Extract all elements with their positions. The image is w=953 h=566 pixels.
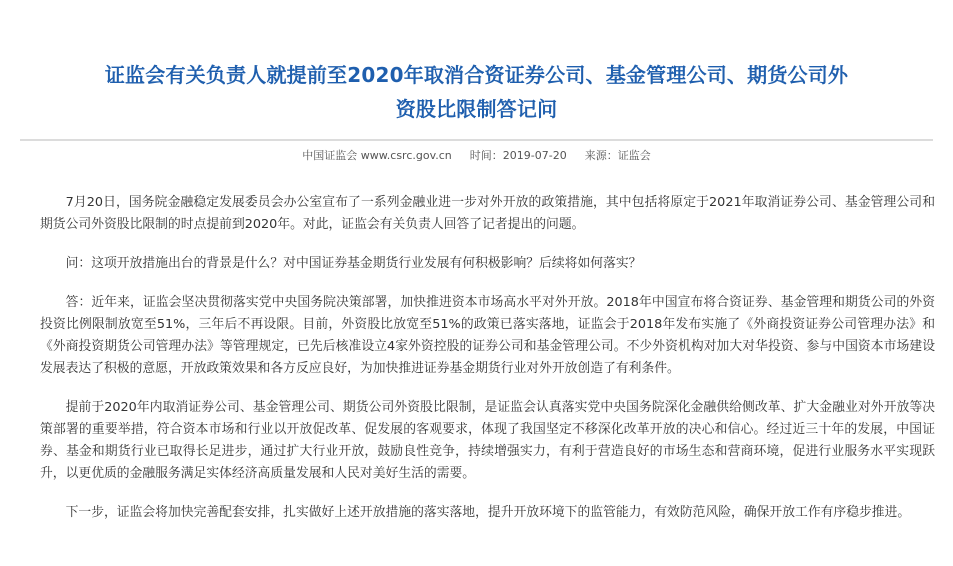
article-body [40,192,935,541]
article-title-line-2: 资股比限制答记问 [395,97,558,121]
article-paragraph: 下一步，证监会将加快完善配套安排，扎实做好上述开放措施的落实落地，提升开放环境下的监管能力，有效防范风险，确保开放工作有序稳步推进。 [65,505,911,520]
article-paragraph: 7月20日，国务院金融稳定发展委员会办公室宣布了一系列金融业进一步对外开放的政策措施，其中包括将原定于2021年取消证券公司、基金管理公司和期货公司外资股比限制的时点提前到2020年。对此，证监会有关负责人回答了记者提出的问题。 [40,195,935,232]
article-meta [20,148,933,164]
meta-date: 时间：2019-07-20 [469,149,567,162]
article-title-line-1: 证监会有关负责人就提前至2020年取消合资证券公司、基金管理公司、期货公司外 [104,63,849,87]
meta-source: 来源：证监会 [584,149,651,162]
title-divider [20,139,933,141]
article-paragraph: 提前于2020年内取消证券公司、基金管理公司、期货公司外资股比限制，是证监会认真落实党中央国务院深化金融供给侧改革、扩大金融业对外开放等决策部署的重要举措，符合资本市场和行业以开放促改革、促发展的客观要求，体现了我国坚定不移深化改革开放的决心和信心。经过近三十年的发展，中国证券、基金和期货行业已取得长足进步，通过扩大行业开放，鼓励良性竞争，持续增强实力，有利于营造良好的市场生态和营商环境，促进行业服务水平实现跃升，以更优质的金融服务满足实体经济高质量发展和人民对美好生活的需要。 [40,400,935,481]
meta-source-site: 中国证监会 www.csrc.gov.cn [302,149,452,162]
article-paragraph: 答：近年来，证监会坚决贯彻落实党中央国务院决策部署，加快推进资本市场高水平对外开放。2018年中国宣布将合资证券、基金管理和期货公司的外资投资比例限制放宽至51%，三年后不再设限。目前，外资股比放宽至51%的政策已落实落地，证监会于2018年发布实施了《外商投资证券公司管理办法》和《外商投资期货公司管理办法》等管理规定，已先后核准设立4家外资控股的证券公司和基金管理公司。不少外资机构对加大对华投资、参与中国资本市场建设发展表达了积极的意愿，开放政策效果和各方反应良好，为加快推进证券基金期货行业对外开放创造了有利条件。 [40,295,935,376]
article-title [20,58,933,126]
article-paragraph: 问：这项开放措施出台的背景是什么？对中国证券基金期货行业发展有何积极影响？后续将如何落实？ [65,256,642,271]
